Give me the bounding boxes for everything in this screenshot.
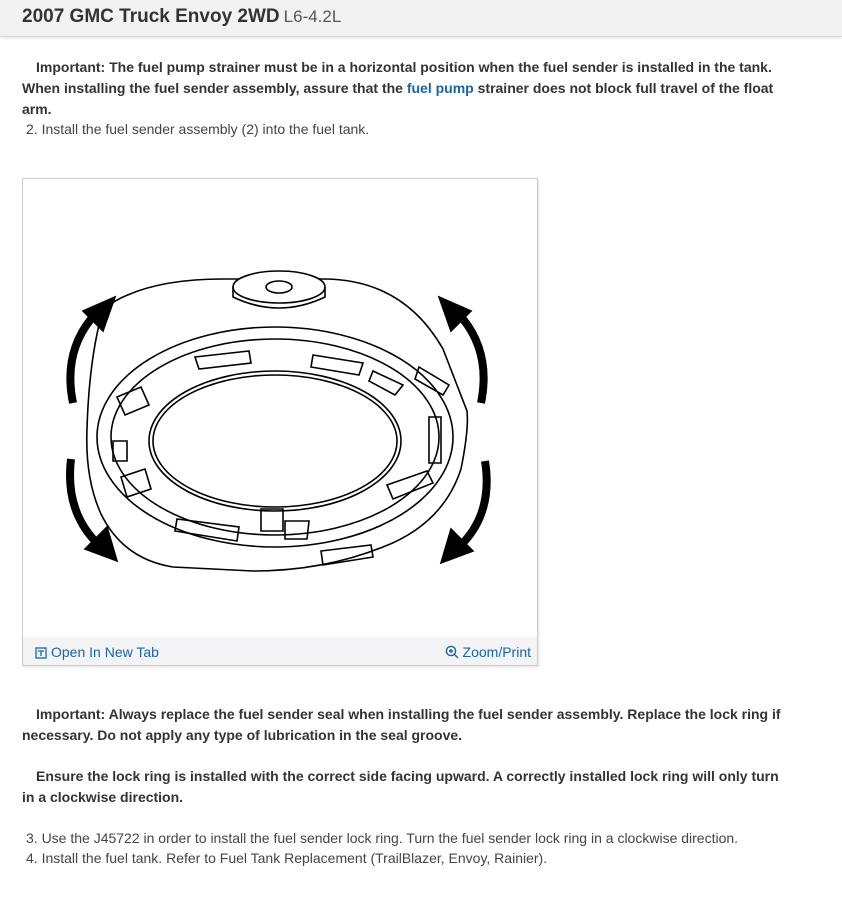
figure-lock-ring: [22, 178, 538, 666]
note-text-after: strainer does not block full travel of the float arm.: [22, 80, 774, 117]
important-label: Important:: [36, 706, 106, 722]
fuel-sender-lock-ring-illustration: [23, 179, 537, 637]
note-text: Ensure the lock ring is installed with the correct side facing upward. A correctly installed lock ring will only turn in a clockwise direction.: [22, 768, 779, 805]
page-header: [0, 0, 842, 37]
important-note-seal: [22, 704, 792, 746]
open-in-new-tab-button[interactable]: [35, 643, 159, 661]
important-note-lock-ring: [22, 766, 792, 808]
important-label: Important:: [36, 59, 106, 75]
vehicle-title: 2007 GMC Truck Envoy 2WD: [22, 6, 280, 27]
step-3: 3. Use the J45722 in order to install the fuel sender lock ring. Turn the fuel sender lock ring in a clockwise direction.: [26, 830, 739, 846]
zoom-print-button[interactable]: [445, 643, 531, 661]
important-note-strainer: [22, 57, 792, 120]
zoom-icon: [445, 645, 459, 659]
zoom-print-label: Zoom/Print: [462, 644, 531, 660]
step-4: 4. Install the fuel tank. Refer to Fuel Tank Replacement (TrailBlazer, Envoy, Rainier).: [26, 850, 548, 866]
figure-toolbar: [23, 637, 537, 665]
note-text: Always replace the fuel sender seal when installing the fuel sender assembly. Replace the lock ring if necessary. Do not apply any type of lubrication in the seal groove.: [22, 706, 781, 743]
engine-label: L6-4.2L: [283, 7, 342, 26]
step-2: 2. Install the fuel sender assembly (2) into the fuel tank.: [26, 121, 370, 137]
open-tab-icon: [35, 647, 47, 659]
page-title: [22, 6, 341, 28]
fuel-pump-link[interactable]: fuel pump: [406, 80, 474, 96]
note-text-before: The fuel pump strainer must be in a horizontal position when the fuel sender is installed in the tank. When installing the fuel sender assembly, assure that the: [22, 59, 772, 96]
open-in-new-tab-label: Open In New Tab: [51, 644, 159, 660]
